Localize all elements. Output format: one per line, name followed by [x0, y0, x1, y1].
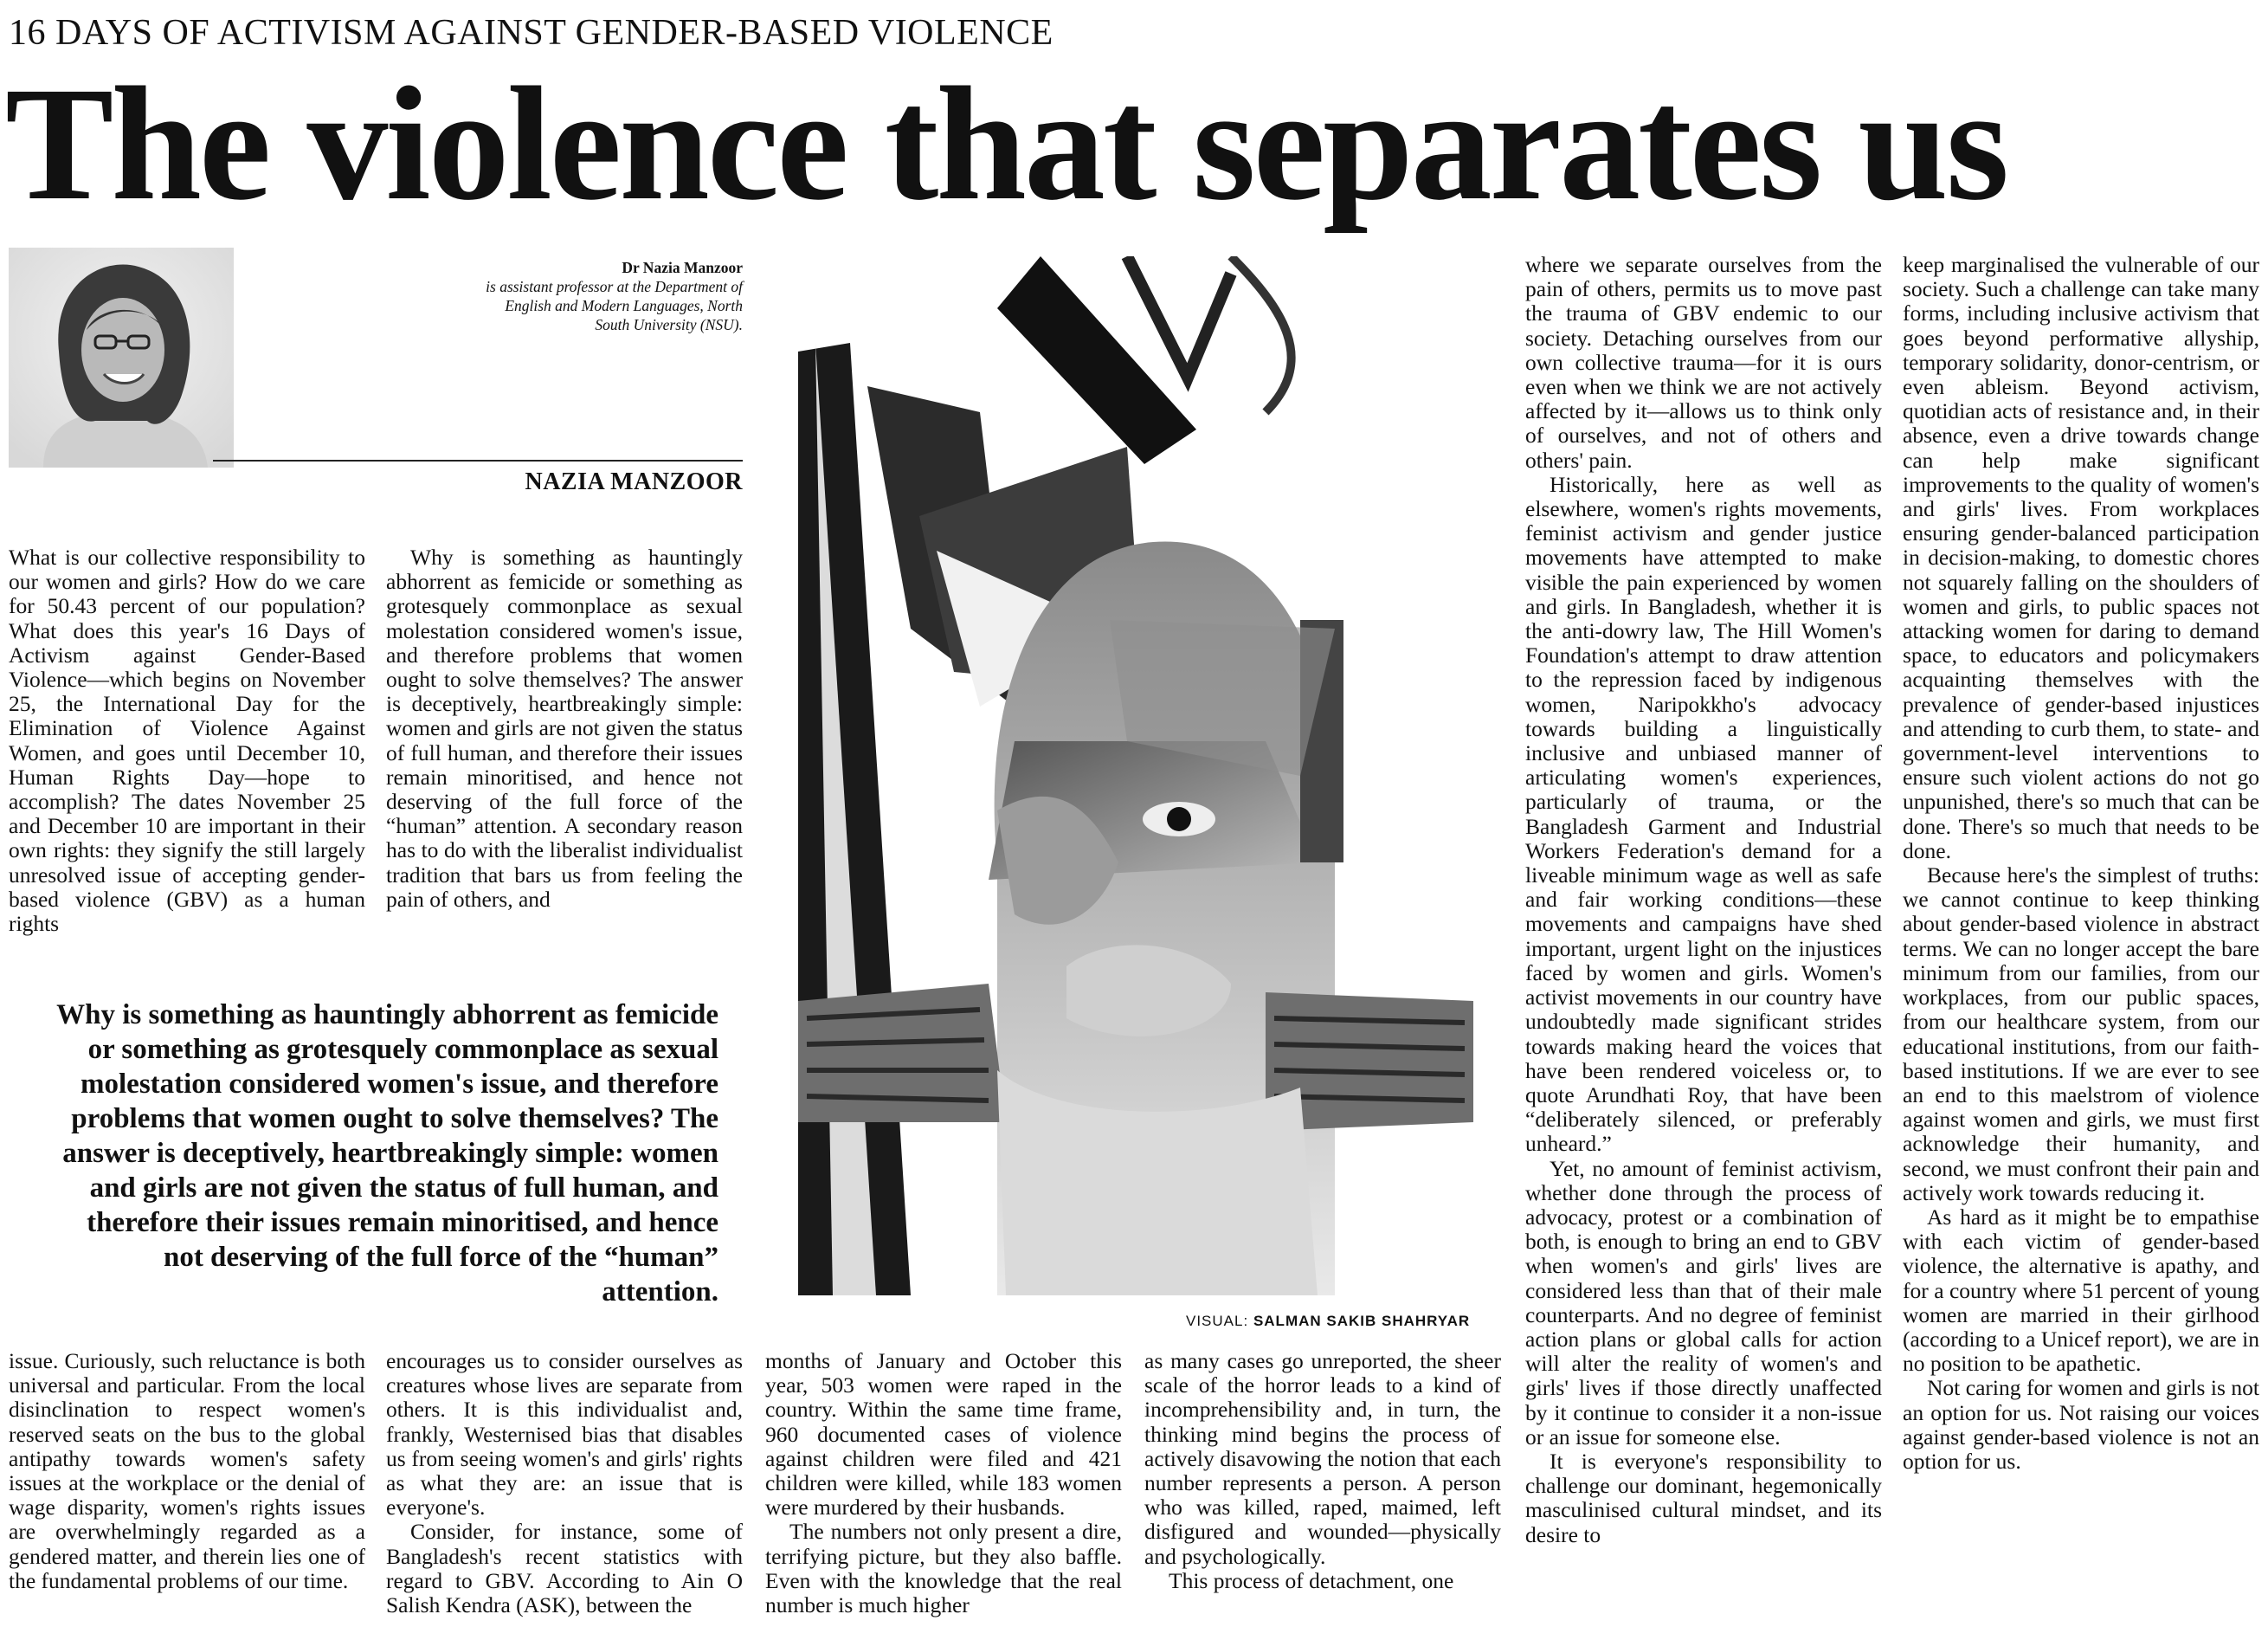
author-name: Dr Nazia Manzoor — [622, 259, 743, 276]
byline: NAZIA MANZOOR — [525, 468, 743, 495]
paragraph: This process of detachment, one — [1169, 1567, 1454, 1593]
author-credit — [467, 258, 743, 334]
paragraph: as many cases go unreported, the sheer scale of the horror leads to a kind of incomprehensibility and, in turn, the thinking mind begins the process of actively disavowing the notion that each number represents a person. A person who was killed, raped, maimed, left disfigured and wounded—physically and psychologically. — [1144, 1349, 1501, 1569]
author-photo — [9, 248, 234, 468]
paragraph: encourages us to consider ourselves as creatures whose lives are separate from others. It is this individualist and, frankly, Westernised bias that disables us from seeing women's and girls' rights as what they are: an issue that is everyone's. — [386, 1349, 743, 1520]
column-2-bottom — [386, 1349, 743, 1617]
collage-artwork — [781, 256, 1491, 1295]
paragraph: What is our collective responsibility to our women and girls? How do we care for 50.43 percent of our population? What does this year's 16 Days of Activism against Gender-Based Violence—which begins on November 25, the International Day for the Elimination of Violence Against Women, and goes until December 10, Human Rights Day—hope to accomplish? The dates November 25 and December 10 are important in their own rights: they signify the still largely unresolved issue of accepting gender-based violence (GBV) as a human rights — [9, 546, 365, 937]
byline-rule — [213, 460, 743, 462]
paragraph: months of January and October this year, 503 women were raped in the country. Within the same time frame, 960 documented cases of violence against children were filed and 421 children were killed, while 183 women were murdered by their husbands. — [765, 1349, 1122, 1520]
column-4-bottom — [1144, 1349, 1501, 1617]
paragraph: Because here's the simplest of truths: we cannot continue to keep thinking about gender-based violence in abstract terms. We can no longer accept the bare minimum from our families, from our workplaces, from our public spaces, from our healthcare system, from our educational institutions, from our faith-based institutions. If we are ever to see an end to this maelstrom of violence against women and girls, we must first acknowledge their humanity, and second, we must confront their pain and actively work towards reducing it. — [1903, 862, 2259, 1205]
paragraph: Historically, here as well as elsewhere, women's rights movements, feminist activism and gender justice movements have attempted to make visible the pain experienced by women and girls. In Bangladesh, whether it is the anti-dowry law, The Hill Women's Foundation's attempt to draw attention to the repression faced by indigenous women, Naripokkho's advocacy towards building a linguistically inclusive and unbiased manner of articulating women's experiences, particularly of trauma, or the Bangladesh Garment and Industrial Workers Federation's demand for a liveable minimum wage as well as safe and fair working conditions—these movements and campaigns have shed important, urgent light on the injustices faced by women and girls. Women's activist movements in our country have undoubtedly made significant strides towards making heard the voices that have been rendered voiceless or, to quote Arundhati Roy, that have been “deliberately silenced, or preferably unheard.” — [1525, 471, 1882, 1157]
paragraph: Why is something as hauntingly abhorrent as femicide or something as grotesquely commonplace as sexual molestation considered women's issue, and therefore problems that women ought to solve themselves? The answer is deceptively, heartbreakingly simple: women and girls are not given the status of full human, and therefore their issues remain minoritised, and hence not deserving of the full force of the “human” attention. A secondary reason has to do with the liberalist individualist tradition that bars us from feeling the pain of others, and — [386, 546, 743, 912]
section-kicker: 16 DAYS OF ACTIVISM AGAINST GENDER-BASED VIOLENCE — [9, 13, 1053, 53]
paragraph: It is everyone's responsibility to challenge our dominant, hegemonically masculinised cultural mindset, and its desire to — [1525, 1448, 1882, 1547]
author-bio: is assistant professor at the Department of English and Modern Languages, North South University (NSU). — [486, 278, 743, 333]
visual-credit — [1186, 1313, 1470, 1330]
column-1-top — [9, 546, 365, 968]
visual-credit-name: SALMAN SAKIB SHAHRYAR — [1253, 1313, 1471, 1329]
paragraph: The numbers not only present a dire, terrifying picture, but they also baffle. Even with the knowledge that the real number is much higher — [765, 1519, 1122, 1617]
column-2-top — [386, 546, 743, 968]
paragraph: Yet, no amount of feminist activism, whether done through the process of advocacy, protest or a combination of both, is enough to bring an end to GBV when women's and girls' lives are considered less than that of their male counterparts. And no degree of feminist action plans or global calls for action will alter the reality of women's and girls' lives if those directly unaffected by it continue to consider it a non-issue or an issue for someone else. — [1525, 1155, 1882, 1449]
paragraph: where we separate ourselves from the pain of others, permits us to move past the trauma of GBV endemic to our society. Detaching ourselves from our own collective trauma—for it is ours even when we think we are not actively affected by it—allows us to think only of ourselves, and not of others and others' pain. — [1525, 253, 1882, 473]
author-portrait-image — [9, 248, 234, 468]
article-illustration — [781, 256, 1491, 1295]
column-1-bottom — [9, 1349, 365, 1617]
column-6 — [1903, 253, 2259, 1617]
paragraph: As hard as it might be to empathise with each victim of gender-based violence, the alternative is apathy, and for a country where 51 percent of young women are married in their girlhood (according to a Unicef report), we are in no position to be apathetic. — [1903, 1204, 2259, 1377]
paragraph: issue. Curiously, such reluctance is both universal and particular. From the local disinclination to respect women's reserved seats on the bus to the global antipathy towards women's safety issues at the workplace or the denial of wage disparity, women's rights issues are overwhelmingly regarded as a gendered matter, and therein lies one of the fundamental problems of our time. — [9, 1349, 365, 1593]
column-3-bottom — [765, 1349, 1122, 1617]
paragraph: Not caring for women and girls is not an option for us. Not raising our voices against gender-based violence is not an option for us. — [1903, 1375, 2259, 1474]
paragraph: Consider, for instance, some of Bangladesh's recent statistics with regard to GBV. According to Ain O Salish Kendra (ASK), between the — [386, 1519, 743, 1617]
pull-quote: Why is something as hauntingly abhorrent as femicide or something as grotesquely commonplace as sexual molestation considered women's issue, and therefore problems that women ought to solve themselves? The answer is deceptively, heartbreakingly simple: women and girls are not given the status of full human, and therefore their issues remain minoritised, and hence not deserving of the full force of the “human” attention. — [56, 999, 718, 1307]
paragraph: keep marginalised the vulnerable of our society. Such a challenge can take many forms, including inclusive activism that goes beyond performative allyship, temporary solidarity, donor-centrism, or even ableism. Beyond activism, quotidian acts of resistance and, in their absence, even a drive towards change can help make significant improvements to the quality of women's and girls' lives. From workplaces ensuring gender-balanced participation in decision-making, to domestic chores not squarely falling on the shoulders of women and girls, to public spaces not attacking women for daring to demand space, to educators and policymakers acquainting themselves with the prevalence of gender-based injustices and attending to curb them, to state- and government-level interventions to ensure such violent actions do not go unpunished, there's so much that can be done. There's so much that needs to be done. — [1903, 253, 2259, 863]
headline: The violence that separates us — [5, 53, 2007, 234]
column-5 — [1525, 253, 1882, 1617]
visual-credit-label: VISUAL: — [1186, 1313, 1249, 1329]
